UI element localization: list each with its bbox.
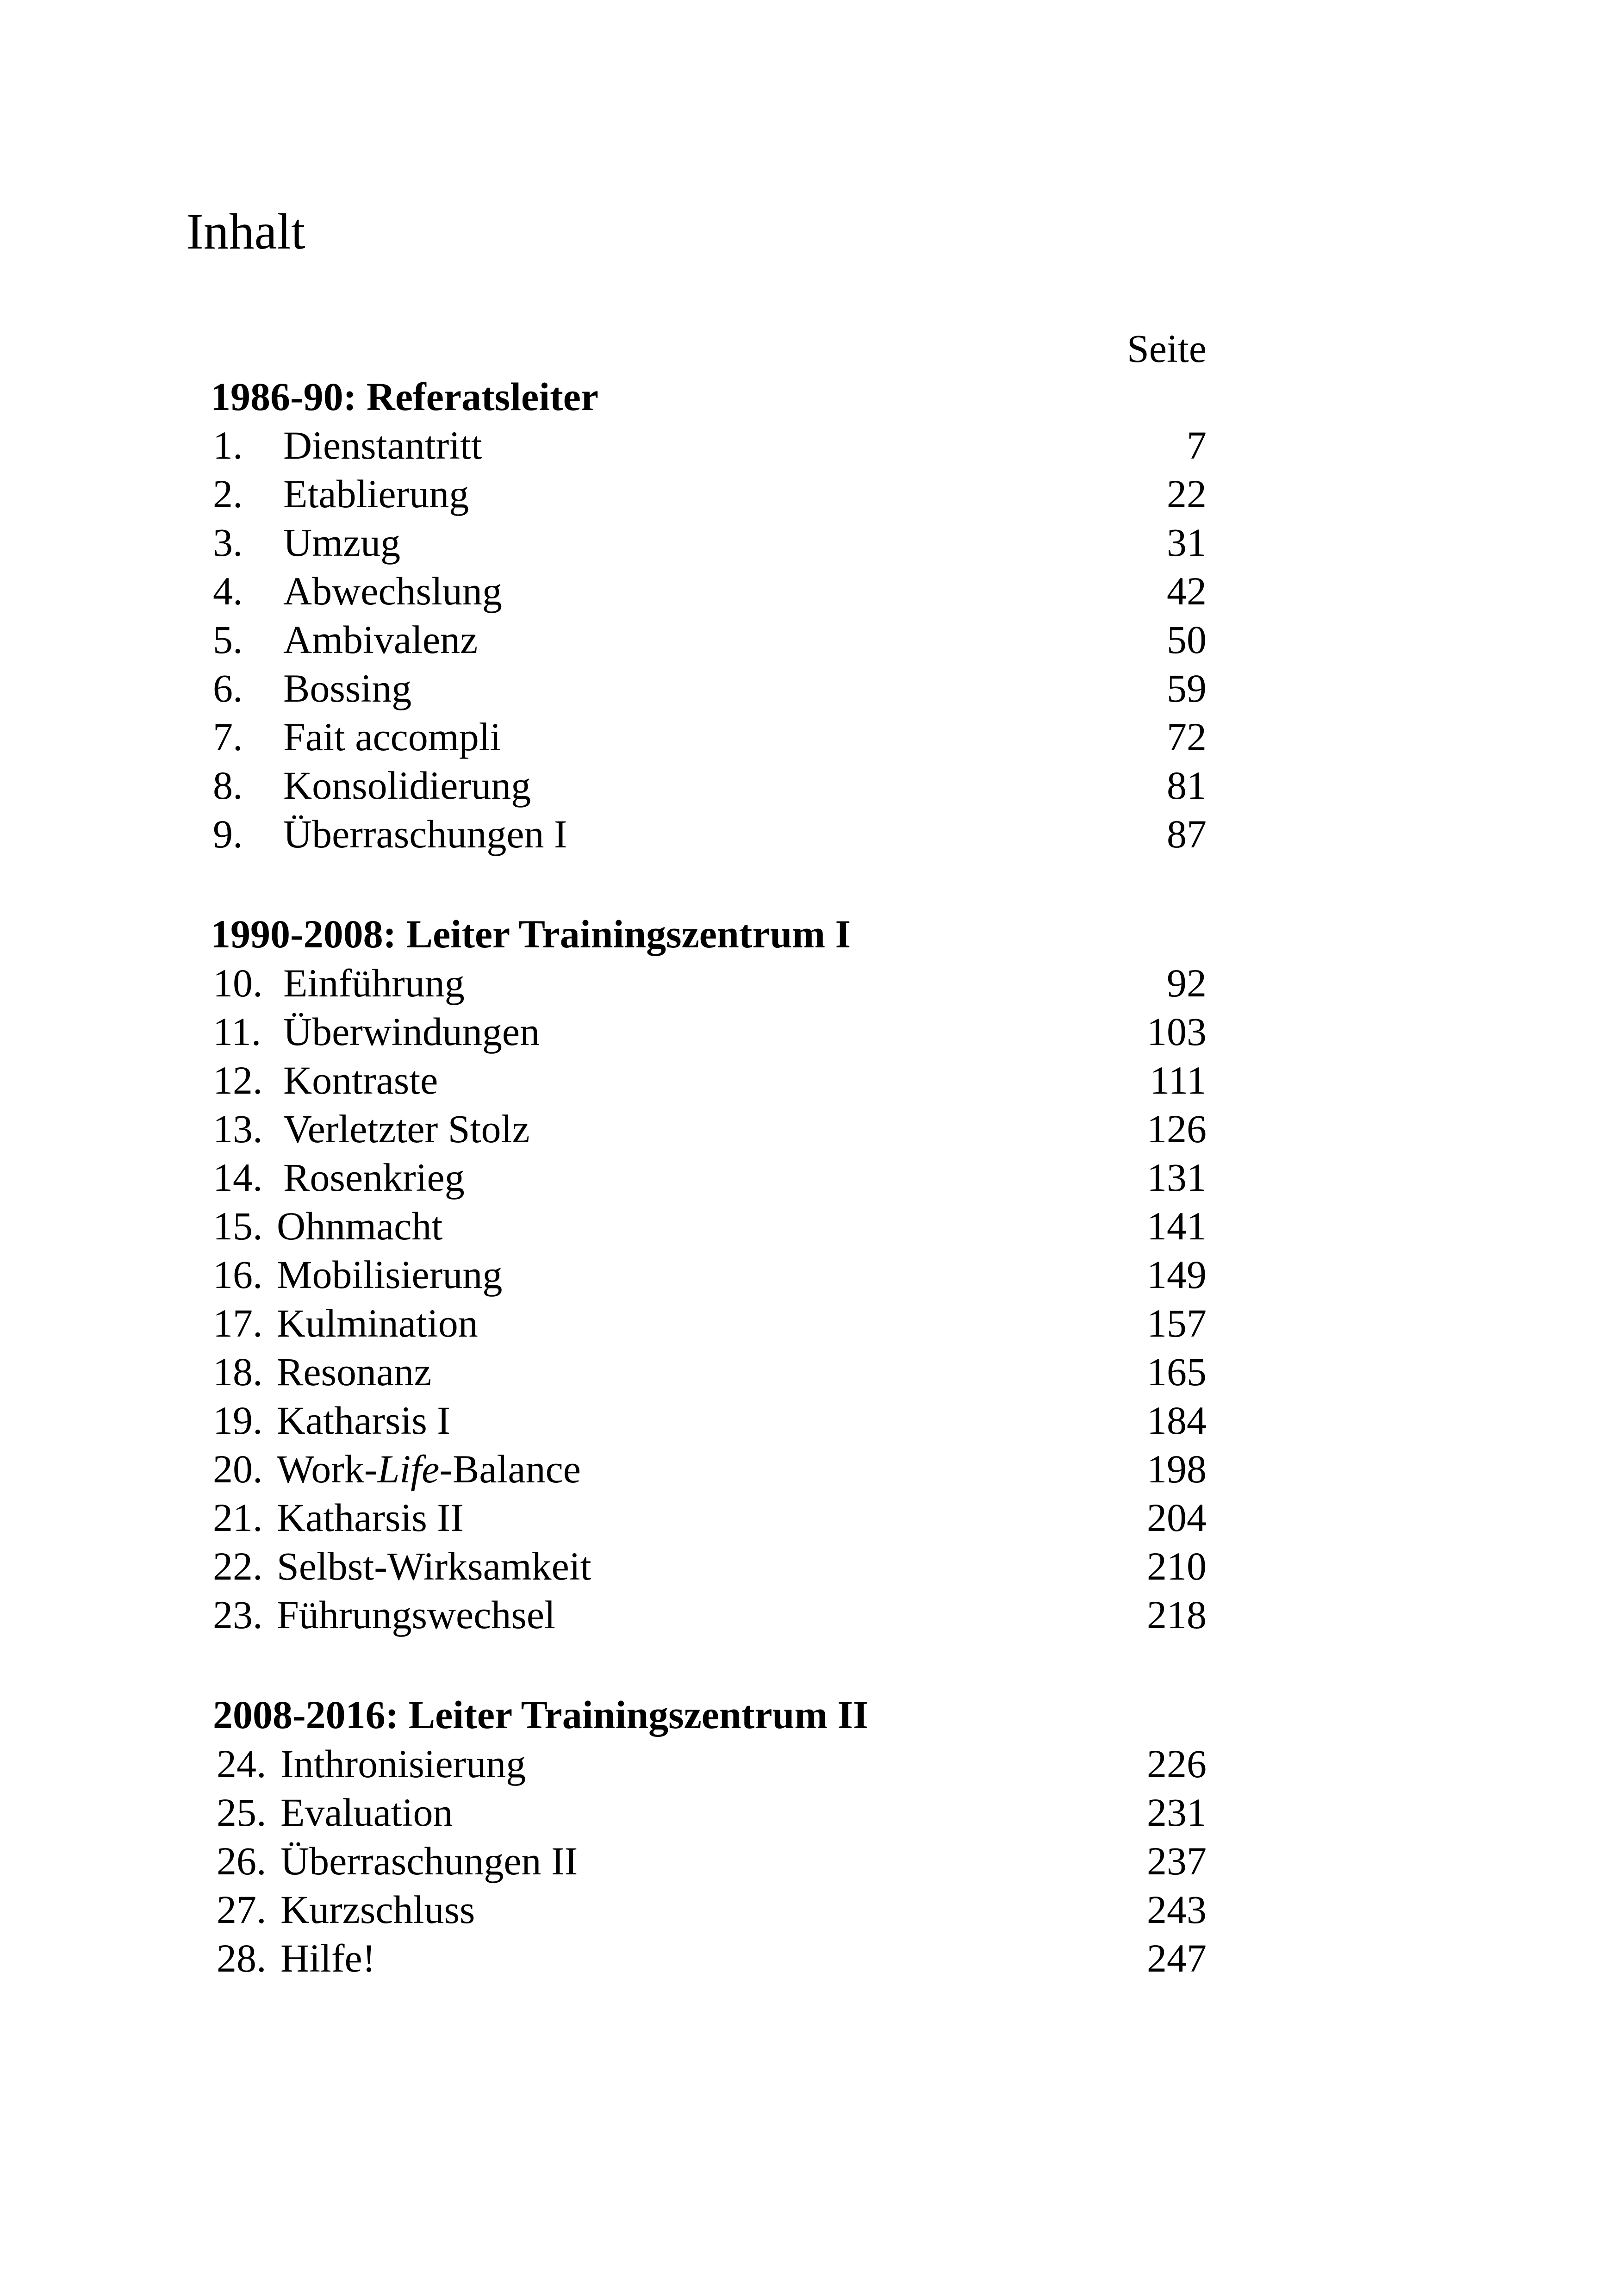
page-title: Inhalt [187,203,305,260]
entry-page: 165 [1147,1350,1207,1394]
entry-page: 87 [1167,812,1207,856]
entry-page: 22 [1167,472,1207,516]
entry-title: Evaluation [280,1790,453,1835]
entry-number: 21. [213,1495,263,1540]
entry-number: 4. [213,569,243,613]
toc-entry[interactable] [0,420,1618,471]
entry-title: Kontraste [283,1058,438,1102]
toc-entry[interactable] [0,1444,1618,1494]
entry-page: 111 [1150,1058,1207,1102]
entry-page: 184 [1147,1398,1207,1443]
entry-page: 42 [1167,569,1207,613]
entry-title: Abwechslung [283,569,502,613]
entry-page: 237 [1147,1839,1207,1883]
entry-number: 11. [213,1009,261,1054]
entry-title: Konsolidierung [283,763,531,808]
entry-title: Umzug [283,520,401,565]
entry-page: 210 [1147,1544,1207,1588]
toc-entry[interactable] [0,614,1618,665]
entry-number: 22. [213,1544,263,1588]
toc-entry[interactable] [0,1346,1618,1397]
toc-entry[interactable] [0,1836,1618,1886]
entry-number: 6. [213,666,243,710]
entry-page: 226 [1147,1742,1207,1786]
entry-title: Selbst-Wirksamkeit [277,1544,591,1588]
entry-page: 31 [1167,520,1207,565]
toc-entry[interactable] [0,1006,1618,1057]
entry-number: 14. [213,1155,263,1200]
entry-page: 231 [1147,1790,1207,1835]
entry-number: 16. [213,1252,263,1297]
entry-number: 8. [213,763,243,808]
toc-entry[interactable] [0,760,1618,811]
entry-number: 26. [217,1839,267,1883]
toc-entry[interactable] [0,1249,1618,1300]
entry-title: Inthronisierung [280,1742,526,1786]
entry-number: 2. [213,472,243,516]
entry-number: 24. [217,1742,267,1786]
toc-entry[interactable] [0,1589,1618,1640]
entry-page: 149 [1147,1252,1207,1297]
entry-title: Einführung [283,961,465,1005]
entry-title: Mobilisierung [277,1252,503,1297]
entry-title: Kurzschluss [280,1887,475,1932]
entry-page: 7 [1187,423,1207,467]
entry-number: 10. [213,961,263,1005]
entry-number: 15. [213,1204,263,1248]
entry-title: Überwindungen [283,1009,540,1054]
entry-page: 198 [1147,1447,1207,1491]
entry-title: Kulmination [277,1301,478,1345]
entry-title: Überraschungen II [280,1839,578,1883]
toc-entry[interactable] [0,1492,1618,1543]
section-heading: 2008-2016: Leiter Trainingszentrum II [213,1692,869,1737]
entry-number: 17. [213,1301,263,1345]
entry-number: 23. [213,1593,263,1637]
entry-title: Dienstantritt [283,423,482,467]
entry-title: Hilfe! [280,1936,376,1980]
entry-page: 157 [1147,1301,1207,1345]
entry-page: 247 [1147,1936,1207,1980]
toc-entry[interactable] [0,1152,1618,1203]
entry-page: 131 [1147,1155,1207,1200]
toc-entry[interactable] [0,1884,1618,1935]
entry-page: 103 [1147,1009,1207,1054]
entry-title: Bossing [283,666,412,710]
entry-page: 72 [1167,715,1207,759]
entry-title: Katharsis II [277,1495,464,1540]
entry-page: 50 [1167,617,1207,662]
entry-number: 28. [217,1936,267,1980]
toc-entry[interactable] [0,566,1618,616]
entry-number: 13. [213,1107,263,1151]
toc-entry[interactable] [0,517,1618,568]
section-heading: 1990-2008: Leiter Trainingszentrum I [211,912,851,956]
entry-number: 25. [217,1790,267,1835]
entry-number: 9. [213,812,243,856]
entry-page: 92 [1167,961,1207,1005]
entry-page: 126 [1147,1107,1207,1151]
toc-entry[interactable] [0,1055,1618,1106]
entry-title: Ambivalenz [283,617,478,662]
toc-entry[interactable] [0,468,1618,519]
entry-page: 81 [1167,763,1207,808]
entry-title: Etablierung [283,472,469,516]
entry-page: 59 [1167,666,1207,710]
entry-title: Work-Life-Balance [277,1447,581,1491]
toc-entry[interactable] [0,1395,1618,1446]
entry-number: 3. [213,520,243,565]
entry-number: 19. [213,1398,263,1443]
entry-number: 5. [213,617,243,662]
entry-title: Fait accompli [283,715,501,759]
toc-entry[interactable] [0,1298,1618,1349]
entry-page: 218 [1147,1593,1207,1637]
toc-entry[interactable] [0,958,1618,1008]
entry-page: 204 [1147,1495,1207,1540]
toc-entry[interactable] [0,809,1618,859]
entry-number: 1. [213,423,243,467]
entry-title: Resonanz [277,1350,432,1394]
toc-entry[interactable] [0,1201,1618,1251]
toc-entry[interactable] [0,1103,1618,1154]
entry-title: Überraschungen I [283,812,567,856]
page-column-header: Seite [1127,326,1207,371]
toc-entry[interactable] [0,1541,1618,1592]
entry-title: Katharsis I [277,1398,450,1443]
entry-page: 243 [1147,1887,1207,1932]
entry-number: 7. [213,715,243,759]
toc-entry[interactable] [0,663,1618,714]
toc-entry[interactable] [0,711,1618,762]
entry-title: Rosenkrieg [283,1155,465,1200]
entry-number: 12. [213,1058,263,1102]
entry-number: 20. [213,1447,263,1491]
section-heading: 1986-90: Referatsleiter [211,374,599,419]
entry-title: Ohnmacht [277,1204,443,1248]
entry-title: Verletzter Stolz [283,1107,530,1151]
toc-entry[interactable] [0,1933,1618,1984]
toc-entry[interactable] [0,1787,1618,1838]
entry-title: Führungswechsel [277,1593,555,1637]
toc-entry[interactable] [0,1738,1618,1789]
entry-number: 27. [217,1887,267,1932]
entry-number: 18. [213,1350,263,1394]
entry-page: 141 [1147,1204,1207,1248]
